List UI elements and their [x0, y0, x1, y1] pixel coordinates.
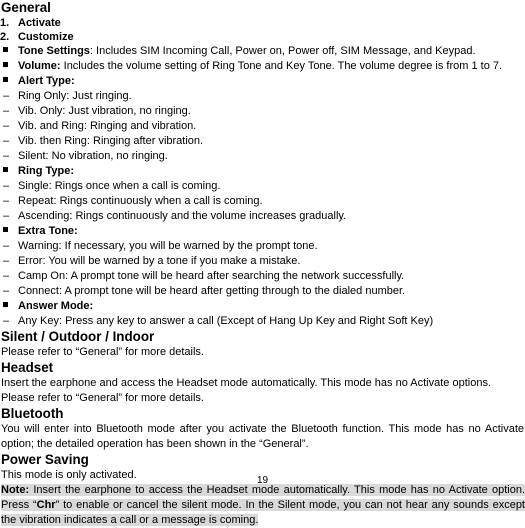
bullet-volume: Volume: Includes the volume setting of Ring Tone and Key Tone. The volume degree is from 1 to 7.: [0, 59, 525, 74]
list-item: – Silent: No vibration, no ringing.: [3, 150, 168, 162]
section-heading-headset: Headset: [1, 360, 54, 375]
list-item: – Repeat: Rings continuously when a call is coming.: [3, 195, 263, 207]
list-item: 2. Customize: [0, 31, 74, 43]
power-saving-text: This mode is only activated.: [1, 469, 137, 481]
list-item: – Camp On: A prompt tone will be heard after searching the network successfully.: [3, 270, 405, 282]
section-heading-general: General: [1, 0, 51, 15]
headset-text-2: Please refer to “General” for more details.: [1, 392, 204, 404]
list-item: – Ring Only: Just ringing.: [3, 90, 132, 102]
square-bullet-icon: [3, 167, 8, 172]
bluetooth-text: You will enter into Bluetooth mode after you activate the Bluetooth function. This mode has no Activate option; the detailed operation has been shown in the “General”.: [1, 423, 524, 450]
list-item: 1. Activate: [0, 17, 61, 29]
section-heading-silent: Silent / Outdoor / Indoor: [1, 329, 155, 344]
bullet-tone-settings: Tone Settings: Includes SIM Incoming Call, Power on, Power off, SIM Message, and Keypad.: [0, 44, 525, 59]
list-item: – Any Key: Press any key to answer a call (Except of Hang Up Key and Right Soft Key): [3, 315, 434, 327]
bullet-alert-type: Alert Type:: [0, 74, 525, 89]
square-bullet-icon: [3, 302, 8, 307]
section-heading-power-saving: Power Saving: [1, 452, 89, 467]
page-number: 19: [256, 475, 269, 486]
note-paragraph: Note: Insert the earphone to access the Headset mode automatically. This mode has no Activate option. Press “Chr” to enable or cancel the silent mode. In the Silent mode, you can not hear any sounds except the vibration indicates a call or a message is coming.: [1, 484, 525, 526]
square-bullet-icon: [3, 227, 8, 232]
list-item: – Single: Rings once when a call is coming.: [3, 180, 221, 192]
bullet-extra-tone: Extra Tone:: [0, 224, 525, 239]
section-heading-bluetooth: Bluetooth: [1, 406, 64, 421]
bullet-answer-mode: Answer Mode:: [0, 299, 525, 314]
headset-text: Insert the earphone and access the Headset mode automatically. This mode has no Activate options.: [1, 377, 491, 389]
list-item: – Vib. Only: Just vibration, no ringing.: [3, 105, 191, 117]
list-item: – Connect: A prompt tone will be heard after getting through to the dialed number.: [3, 285, 406, 297]
list-item: – Ascending: Rings continuously and the volume increases gradually.: [3, 210, 347, 222]
list-item: – Error: You will be warned by a tone if you make a mistake.: [3, 255, 301, 267]
square-bullet-icon: [3, 47, 8, 52]
silent-text: Please refer to “General” for more details.: [1, 346, 204, 358]
list-item: – Warning: If necessary, you will be warned by the prompt tone.: [3, 240, 318, 252]
square-bullet-icon: [3, 77, 8, 82]
list-item: – Vib. then Ring: Ringing after vibration.: [3, 135, 204, 147]
list-item: – Vib. and Ring: Ringing and vibration.: [3, 120, 197, 132]
square-bullet-icon: [3, 62, 8, 67]
bullet-ring-type: Ring Type:: [0, 164, 525, 179]
